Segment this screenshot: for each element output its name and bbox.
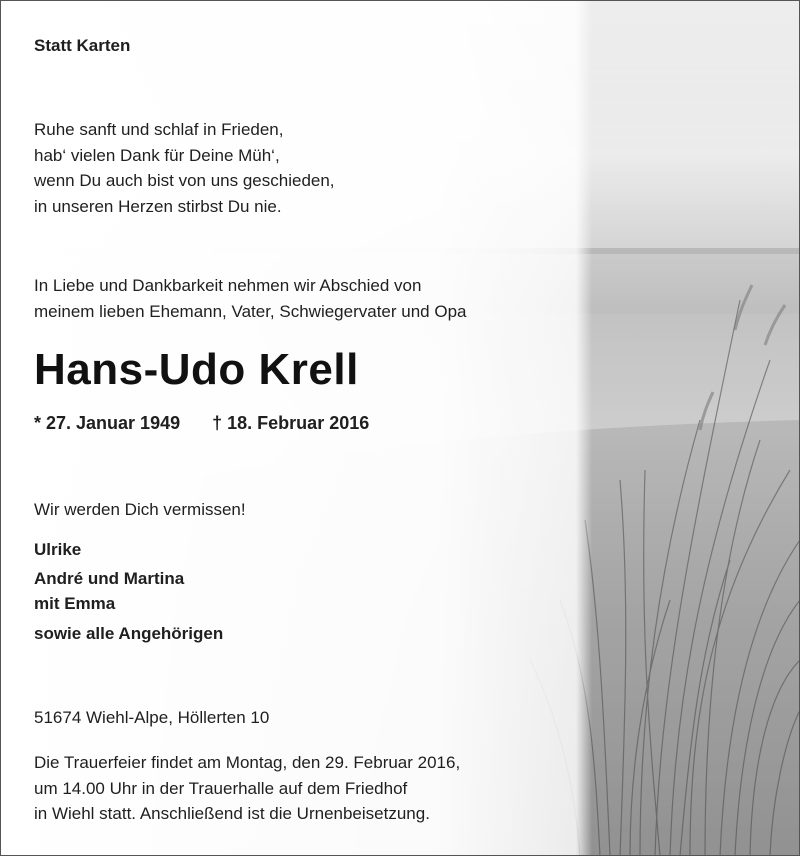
death-date: † 18. Februar 2016 [212, 413, 370, 433]
poem [34, 117, 335, 219]
service-line: in Wiehl statt. Anschließend ist die Urnenbeisetzung. [34, 804, 430, 823]
mourner-2-line: mit Emma [34, 594, 116, 613]
address: 51674 Wiehl-Alpe, Höllerten 10 [34, 708, 270, 727]
mourner-2 [34, 566, 184, 616]
intro-text [34, 273, 467, 324]
life-dates [34, 413, 369, 434]
intro-line: In Liebe und Dankbarkeit nehmen wir Abschied von [34, 276, 422, 295]
poem-line: in unseren Herzen stirbst Du nie. [34, 196, 282, 216]
farewell-message: Wir werden Dich vermissen! [34, 500, 246, 519]
mourner-2-line: André und Martina [34, 569, 185, 588]
mourner-1: Ulrike [34, 540, 82, 559]
poem-line: Ruhe sanft und schlaf in Frieden, [34, 120, 284, 139]
birth-date: * 27. Januar 1949 [34, 413, 181, 433]
header-label: Statt Karten [34, 36, 131, 55]
poem-line: hab‘ vielen Dank für Deine Müh‘, [34, 145, 280, 165]
mourner-3: sowie alle Angehörigen [34, 624, 224, 643]
poem-line: wenn Du auch bist von uns geschieden, [34, 171, 335, 190]
service-info [34, 750, 460, 827]
intro-line: meinem lieben Ehemann, Vater, Schwiegervater und Opa [34, 301, 467, 321]
deceased-name: Hans-Udo Krell [34, 345, 359, 394]
service-line: um 14.00 Uhr in der Trauerhalle auf dem Friedhof [34, 778, 408, 798]
service-line: Die Trauerfeier findet am Montag, den 29. Februar 2016, [34, 753, 461, 772]
